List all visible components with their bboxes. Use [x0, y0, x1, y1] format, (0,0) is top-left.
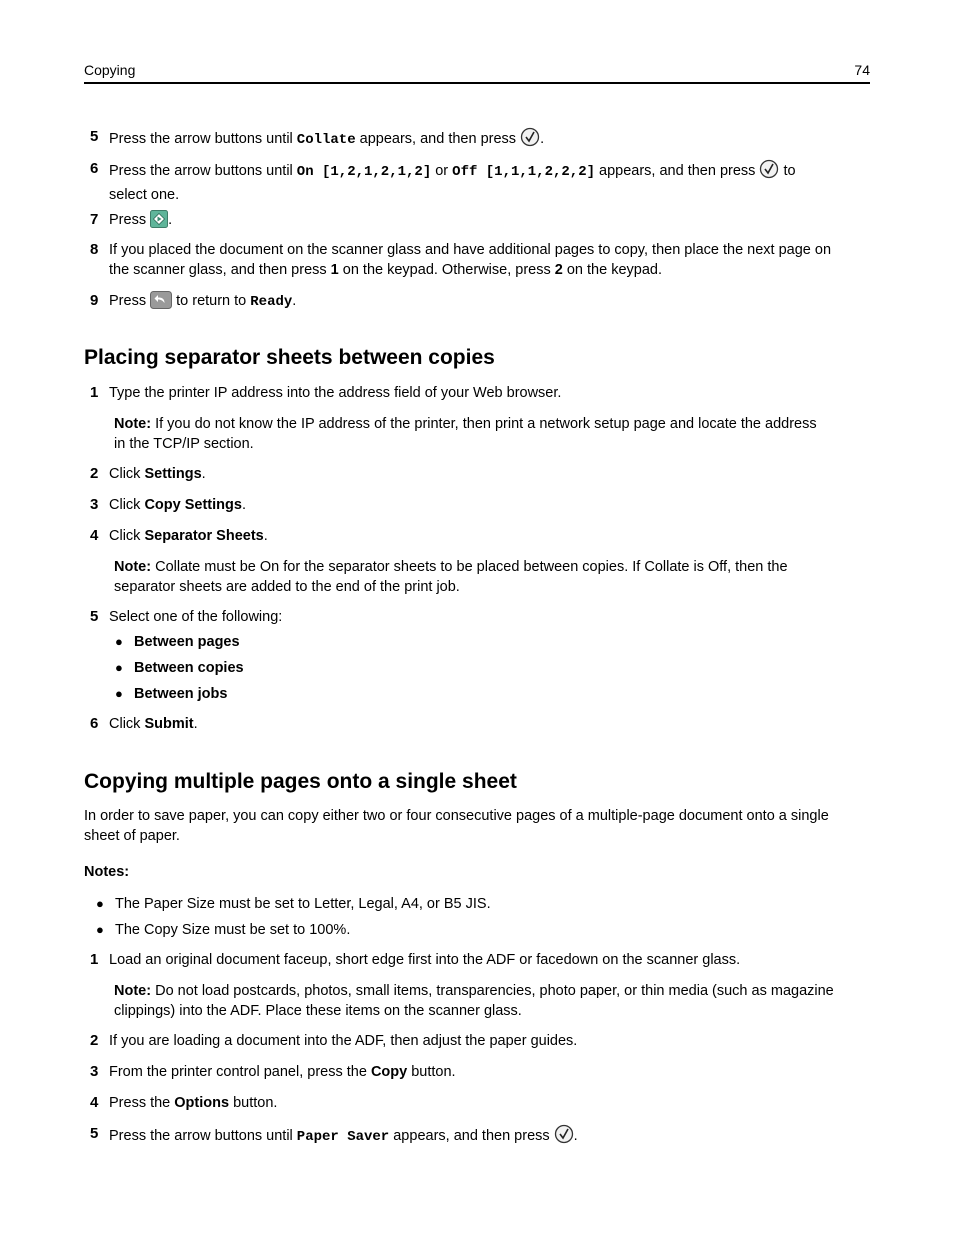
s1-step-3: 3 Click Copy Settings. [90, 496, 246, 513]
start-button-icon [150, 210, 168, 234]
back-button-icon [150, 291, 172, 315]
list-item: ● Between copies [115, 660, 244, 676]
section-heading-separator-sheets: Placing separator sheets between copies [84, 346, 495, 369]
section-heading-multiple-pages: Copying multiple pages onto a single sheet [84, 770, 517, 793]
s2-step-4: 4 Press the Options button. [90, 1094, 278, 1111]
s2-step-1: 1 Load an original document faceup, short edge first into the ADF or facedown on the scanner glass. [90, 951, 741, 968]
checkmark-button-icon [759, 159, 779, 185]
s2-step-2: 2 If you are loading a document into the ADF, then adjust the paper guides. [90, 1032, 578, 1049]
list-item: ● Between pages [115, 634, 240, 650]
list-item: ● Between jobs [115, 686, 228, 702]
s2-note-1: Note: Do not load postcards, photos, small items, transparencies, photo paper, or thin media (such as magazine clippings) into the ADF. Place these items on the scanner glass. [114, 983, 834, 1019]
section-name: Copying [84, 62, 136, 78]
checkmark-button-icon [554, 1124, 574, 1150]
step-9-return: 9 Press to return to Ready. [84, 291, 870, 315]
s1-step-4: 4 Click Separator Sheets. [90, 527, 268, 544]
s1-step-6: 6 Click Submit. [90, 715, 198, 732]
s1-step-1: 1 Type the printer IP address into the address field of your Web browser. [90, 384, 562, 401]
step-6-collate-option: 6 Press the arrow buttons until On [1,2,1,2,1,2] or Off [1,1,1,2,2,2] appears, and then press to select one. [90, 160, 796, 203]
s2-step-5: 5 Press the arrow buttons until Paper Saver appears, and then press . [84, 1124, 870, 1150]
s2-step-3: 3 From the printer control panel, press the Copy button. [90, 1063, 456, 1080]
s1-step-2: 2 Click Settings. [90, 465, 206, 482]
list-item: ● The Copy Size must be set to 100%. [96, 922, 351, 938]
page-number: 74 [854, 62, 870, 78]
s2-notes-label: Notes: [84, 864, 130, 880]
step-5-collate: 5 Press the arrow buttons until Collate appears, and then press . [84, 127, 870, 153]
step-7-start: 7 Press . [84, 210, 870, 234]
checkmark-button-icon [520, 127, 540, 153]
s1-step-5: 5 Select one of the following: [90, 608, 283, 625]
step-8-next-page: 8 If you placed the document on the scanner glass and have additional pages to copy, then place the next page on the scanner glass, and then press 1 on the keypad. Otherwise, press 2 on the keypad. [90, 241, 832, 278]
list-item: ● The Paper Size must be set to Letter, Legal, A4, or B5 JIS. [96, 896, 491, 912]
s2-intro: In order to save paper, you can copy either two or four consecutive pages of a multiple-page document onto a single sheet of paper. [84, 808, 829, 844]
s1-note-1: Note: If you do not know the IP address of the printer, then print a network setup page and locate the address in the TCP/IP section. [114, 416, 817, 452]
s1-note-2: Note: Collate must be On for the separator sheets to be placed between copies. If Collate is Off, then the separator sheets are added to the end of the print job. [114, 559, 788, 595]
page-header [84, 60, 870, 84]
